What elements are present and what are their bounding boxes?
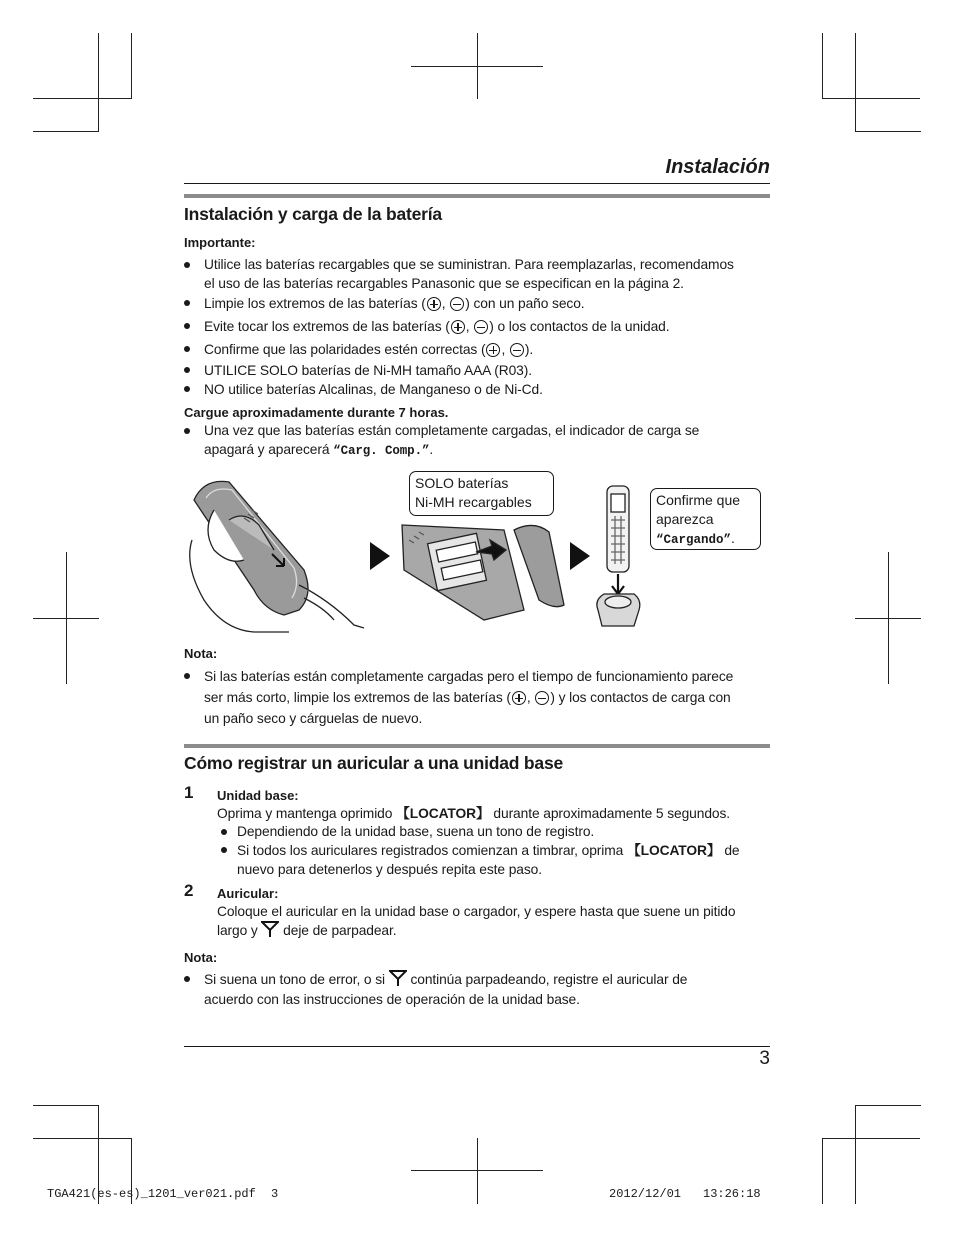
callout-confirm-charging xyxy=(650,488,761,550)
list-item xyxy=(204,666,774,729)
text-run: Oprima y mantenga oprimido xyxy=(217,806,397,821)
list-item: Confirme que las polaridades estén correctas ( , ). xyxy=(204,342,534,357)
plus-terminal-icon xyxy=(427,297,441,311)
list-item: Limpie los extremos de las baterías ( , ) con un paño seco. xyxy=(204,296,585,311)
list-item-text: un paño seco y cárguelas de nuevo. xyxy=(204,711,423,726)
list-item xyxy=(237,841,767,879)
text-run: deje de parpadear. xyxy=(279,923,397,938)
list-item-text: Utilice las baterías recargables que se suministran. Para reemplazarlas, recomendamos xyxy=(204,257,734,272)
bullet xyxy=(184,346,190,352)
list-item-text: acuerdo con las instrucciones de operación de la unidad base. xyxy=(204,992,580,1007)
list-item xyxy=(204,970,774,1010)
display-text-cargando: “Cargando” xyxy=(656,533,732,547)
list-item-text: Evite tocar los extremos de las baterías ( xyxy=(204,319,450,334)
plus-terminal-icon xyxy=(512,691,526,705)
plus-terminal-icon xyxy=(486,343,500,357)
list-item-text: Si las baterías están completamente cargadas pero el tiempo de funcionamiento parece xyxy=(204,669,734,684)
important-label: Importante: xyxy=(184,235,256,250)
bullet xyxy=(184,300,190,306)
bullet xyxy=(221,829,227,835)
text-run: ser más corto, limpie los extremos de las baterías ( xyxy=(204,690,511,705)
print-slug xyxy=(47,1187,767,1201)
hand-holding-handset-illustration xyxy=(190,481,364,632)
list-item-text: ) con un paño seco. xyxy=(465,296,585,311)
step-label: Unidad base: xyxy=(217,788,299,803)
step-arrow-icon xyxy=(370,542,390,570)
list-item-text: ) o los contactos de la unidad. xyxy=(489,319,670,334)
display-text-carg-comp: “Carg. Comp.” xyxy=(333,444,430,458)
slug-date: 2012/12/01 xyxy=(609,1187,682,1201)
step-arrow-icon xyxy=(570,542,590,570)
bullet xyxy=(184,262,190,268)
antenna-icon xyxy=(261,921,279,937)
list-item-text: Coloque el auricular en la unidad base o cargador, y espere hasta que suene un pitido xyxy=(217,904,736,919)
list-item-text: ser más corto, limpie los extremos de las baterías ( , ) y los contactos de carga con xyxy=(204,690,731,705)
minus-terminal-icon xyxy=(474,320,488,334)
bullet xyxy=(184,673,190,679)
step-text xyxy=(217,902,787,940)
step-number: 1 xyxy=(184,783,194,802)
list-item-text: Limpie los extremos de las baterías ( xyxy=(204,296,426,311)
step-label: Auricular: xyxy=(217,886,279,901)
callout-text: SOLO baterías xyxy=(415,475,509,491)
minus-terminal-icon xyxy=(535,691,549,705)
text-run: Si todos los auriculares registrados comienzan a timbrar, oprima xyxy=(237,843,627,858)
bullet xyxy=(184,367,190,373)
section-title-register: Cómo registrar un auricular a una unidad base xyxy=(184,753,564,773)
plus-terminal-icon xyxy=(451,320,465,334)
section-title-battery: Instalación y carga de la batería xyxy=(184,204,442,224)
text-run: . xyxy=(731,530,735,546)
slug-time: 13:26:18 xyxy=(703,1187,761,1201)
slug-file: TGA421(es-es)_1201_ver021.pdf xyxy=(47,1187,256,1201)
list-item-text xyxy=(217,921,787,940)
bullet xyxy=(184,976,190,982)
battery-compartment-illustration xyxy=(402,525,564,620)
list-item-text: nuevo para detenerlos y después repita este paso. xyxy=(237,862,542,877)
list-item-text: Una vez que las baterías están completamente cargadas, el indicador de carga se xyxy=(204,423,700,438)
text-run: apagará y aparecerá xyxy=(204,442,334,457)
note-label: Nota: xyxy=(184,950,218,965)
bullet xyxy=(184,428,190,434)
text-run: largo y xyxy=(217,923,262,938)
section-bar xyxy=(184,194,770,198)
text-run: ) y los contactos de carga con xyxy=(550,690,731,705)
callout-text: aparezca xyxy=(656,511,714,527)
step-number: 2 xyxy=(184,881,194,900)
page-number: 3 xyxy=(759,1048,770,1069)
list-item: Dependiendo de la unidad base, suena un tono de registro. xyxy=(237,824,595,839)
list-item-text: ). xyxy=(524,342,534,357)
list-item-text xyxy=(204,970,774,990)
callout-text: Ni-MH recargables xyxy=(415,494,532,510)
list-item xyxy=(204,421,774,461)
locator-key: 【LOCATOR】 xyxy=(626,843,721,858)
list-item: Evite tocar los extremos de las baterías ( , ) o los contactos de la unidad. xyxy=(204,319,670,334)
running-header: Instalación xyxy=(665,156,770,178)
text-run: de xyxy=(720,843,740,858)
callout-ni-mh-only xyxy=(409,471,554,516)
text-run: . xyxy=(429,442,434,457)
bullet xyxy=(221,847,227,853)
list-item xyxy=(204,255,774,293)
section-bar xyxy=(184,744,770,748)
footer-rule xyxy=(184,1046,770,1047)
handset-on-charger-illustration xyxy=(597,486,640,626)
list-item-text xyxy=(204,440,774,461)
header-rule xyxy=(184,183,770,184)
bullet xyxy=(184,323,190,329)
list-item-text: Confirme que las polaridades estén correctas ( xyxy=(204,342,486,357)
callout-text: Confirme que xyxy=(656,492,741,508)
slug-page: 3 xyxy=(271,1187,279,1201)
text-run: continúa parpadeando, registre el auricular de xyxy=(406,972,688,987)
antenna-icon xyxy=(389,970,407,986)
locator-key: 【LOCATOR】 xyxy=(396,806,490,821)
text-run: durante aproximadamente 5 segundos. xyxy=(489,806,730,821)
text-run: Si suena un tono de error, o si xyxy=(204,972,389,987)
minus-terminal-icon xyxy=(450,297,464,311)
list-item-text xyxy=(237,841,767,860)
list-item-text: el uso de las baterías recargables Panasonic que se especifican en la página 2. xyxy=(204,276,684,291)
note-label: Nota: xyxy=(184,646,218,661)
step-text xyxy=(217,804,787,823)
list-item: NO utilice baterías Alcalinas, de Manganeso o de Ni-Cd. xyxy=(204,382,543,397)
bullet xyxy=(184,386,190,392)
charge-label: Cargue aproximadamente durante 7 horas. xyxy=(184,405,449,420)
callout-text xyxy=(656,529,755,550)
list-item: UTILICE SOLO baterías de Ni-MH tamaño AAA (R03). xyxy=(204,363,532,378)
minus-terminal-icon xyxy=(510,343,524,357)
